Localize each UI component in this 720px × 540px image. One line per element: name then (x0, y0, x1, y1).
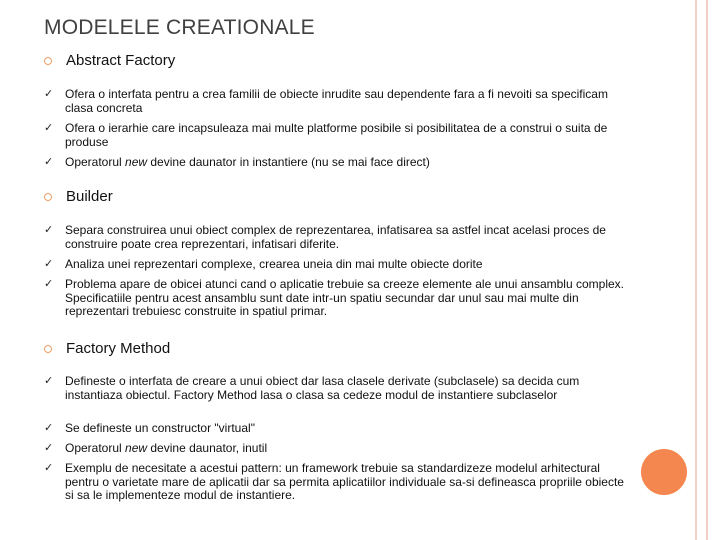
decorative-stripe-left (695, 0, 697, 540)
bullet-text: Exemplu de necesitate a acestui pattern: un framework trebuie sa standardizeze modelul arhitectural pentru o varietate mare de aplicatii dar sa permita aplicatiilor individuale sa-si defineasca propriile obiecte si sa le implementeze modul de instantiere. (65, 461, 624, 502)
bullet-text: Defineste o interfata de creare a unui obiect dar lasa clasele derivate (subclasele) sa decida cum instantiaza obiectul. Factory Method lasa o clasa sa cedeze modul de instantiere subclaselor (65, 374, 580, 402)
list-item (44, 156, 624, 170)
decorative-stripe-right (706, 0, 708, 540)
list-item (44, 224, 624, 251)
section-heading-builder (44, 188, 113, 205)
checkmark-icon: ✓ (44, 156, 54, 168)
list-item (44, 375, 624, 402)
slide-title: MODELELE CREATIONALE (44, 16, 315, 39)
bullet-text: Ofera o interfata pentru a crea familii de obiecte inrudite sau dependente fara a fi nevoiti sa specificam clasa concreta (65, 87, 608, 115)
checkmark-icon: ✓ (44, 278, 54, 290)
bullet-text: Separa construirea unui obiect complex de reprezentarea, infatisarea sa astfel incat acelasi proces de construire poate crea reprezentari, infatisari diferite. (65, 223, 606, 251)
section-heading-factory-method (44, 340, 170, 357)
bullet-text: Se defineste un constructor "virtual" (65, 421, 255, 435)
checkmark-icon: ✓ (44, 442, 54, 454)
checkmark-icon: ✓ (44, 422, 54, 434)
checkmark-icon: ✓ (44, 122, 54, 134)
list-item (44, 278, 624, 319)
checkmark-icon: ✓ (44, 88, 54, 100)
circle-bullet-icon (44, 57, 52, 65)
checkmark-icon: ✓ (44, 258, 54, 270)
checkmark-icon: ✓ (44, 462, 54, 474)
list-item (44, 442, 624, 456)
section-heading-text: Abstract Factory (66, 52, 176, 69)
bullet-text: Ofera o ierarhie care incapsuleaza mai multe platforme posibile si posibilitatea de a construi o suita de produse (65, 121, 608, 149)
bullet-text: Operatorul new devine daunator, inutil (65, 441, 268, 455)
decorative-orange-circle (641, 449, 687, 495)
circle-bullet-icon (44, 193, 52, 201)
bullet-text: Analiza unei reprezentari complexe, crearea uneia din mai multe obiecte dorite (65, 257, 483, 271)
list-item (44, 88, 624, 115)
section-heading-abstract-factory (44, 52, 175, 69)
circle-bullet-icon (44, 345, 52, 353)
bullet-text: Problema apare de obicei atunci cand o aplicatie trebuie sa creeze elemente ale unui ansamblu complex. Specificatiile pentru acest ansamblu sunt date intr-un spatiu secundar dar unul sau mai multe din reprezentari trebuiesc construite in spatiul primar. (65, 277, 625, 318)
list-item (44, 422, 624, 436)
list-item (44, 122, 624, 149)
section-heading-text: Factory Method (66, 340, 171, 357)
section-heading-text: Builder (66, 188, 113, 205)
list-item (44, 258, 624, 272)
list-item (44, 462, 624, 503)
checkmark-icon: ✓ (44, 375, 54, 387)
bullet-text: Operatorul new devine daunator in instantiere (nu se mai face direct) (65, 155, 430, 169)
checkmark-icon: ✓ (44, 224, 54, 236)
